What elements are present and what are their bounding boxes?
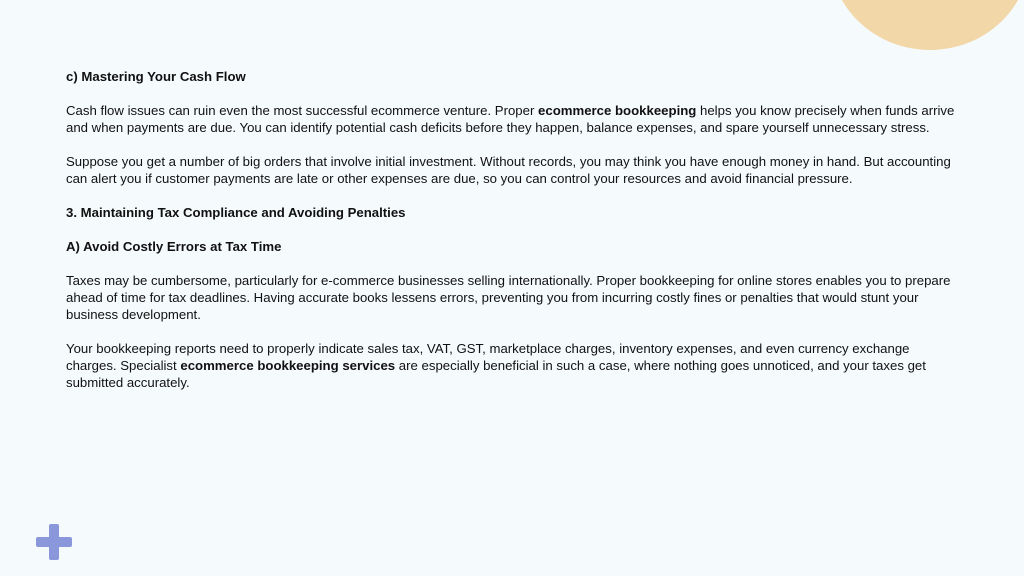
bold-keyword-ecommerce-bookkeeping: ecommerce bookkeeping: [538, 103, 697, 118]
heading-avoid-costly-errors: A) Avoid Costly Errors at Tax Time: [66, 239, 282, 254]
paragraph-text: are especially beneficial in such a case, where nothing goes unnoticed, and your taxes get submitted accurately.: [66, 358, 926, 390]
paragraph-taxes-cumbersome: Taxes may be cumbersome, particularly for e-commerce businesses selling internationally. Proper bookkeeping for online stores enables you to prepare ahead of time for tax deadlines. Having accurate books lessens errors, preventing you from incurring costly fines or penalties that would stunt your business development.: [66, 273, 951, 322]
heading-tax-compliance: 3. Maintaining Tax Compliance and Avoiding Penalties: [66, 205, 406, 220]
paragraph-big-orders: Suppose you get a number of big orders that involve initial investment. Without records, you may think you have enough money in hand. But accounting can alert you if customer payments are late or other expenses are due, so you can control your resources and avoid financial pressure.: [66, 154, 951, 186]
paragraph-text: Cash flow issues can ruin even the most successful ecommerce venture. Proper: [66, 103, 539, 118]
peach-blob-decoration: [830, 0, 1024, 50]
document-body: [66, 68, 961, 408]
paragraph-cash-flow-issues: [66, 102, 961, 136]
paragraph-bookkeeping-reports: [66, 340, 961, 391]
plus-icon: [36, 524, 72, 560]
plus-icon-vertical-bar: [49, 524, 59, 560]
paragraph-text: Your bookkeeping reports need to properly indicate sales tax, VAT, GST, marketplace charges, inventory expenses, and even currency exchange charges. Specialist: [66, 341, 910, 373]
heading-mastering-cash-flow: c) Mastering Your Cash Flow: [66, 69, 246, 84]
bold-keyword-ecommerce-bookkeeping-services: ecommerce bookkeeping services: [180, 358, 396, 373]
paragraph-text: helps you know precisely when funds arrive and when payments are due. You can identify potential cash deficits before they happen, balance expenses, and spare yourself unnecessary stress.: [66, 103, 955, 135]
